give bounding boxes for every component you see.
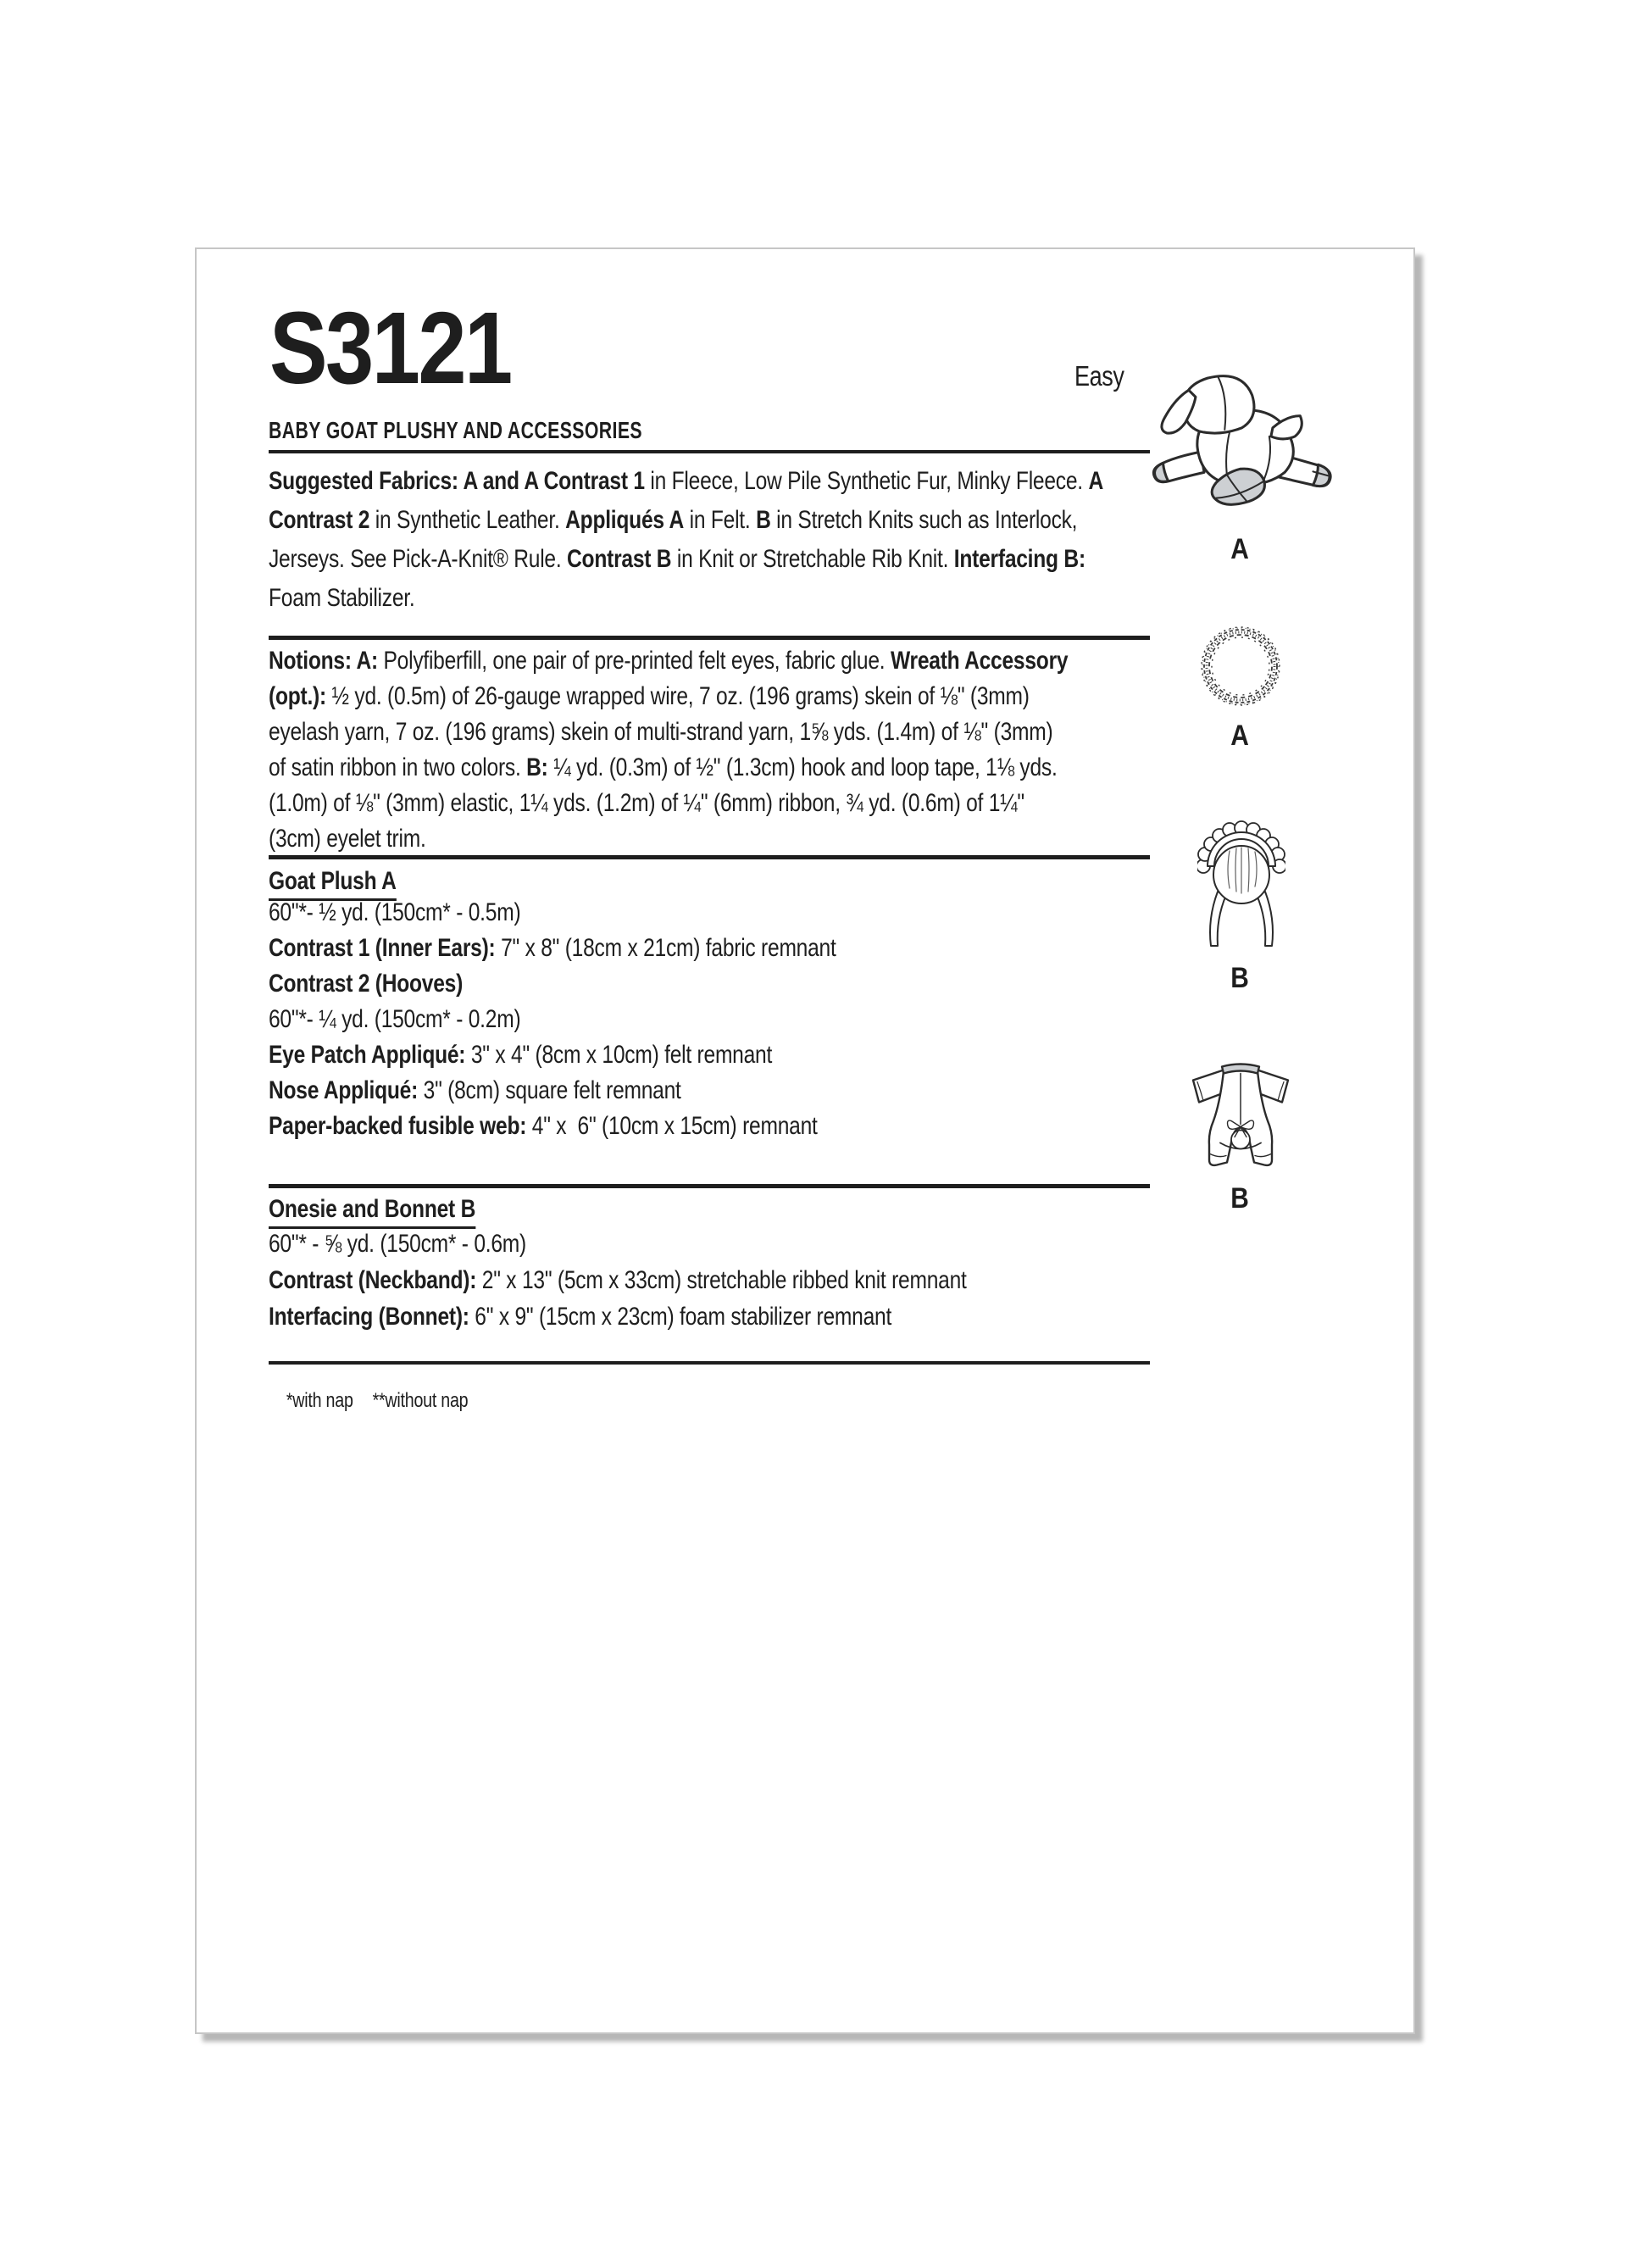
text-line: Contrast (Neckband): 2" x 13" (5cm x 33cm) stretchable ribbed knit remnant [269, 1266, 967, 1294]
view-a-label-wreath: A [1230, 720, 1249, 752]
bonnet-line-art-icon [1197, 814, 1285, 956]
divider [269, 855, 1150, 859]
suggested-fabrics-paragraph [269, 462, 1103, 618]
text-line: Jerseys. See Pick-A-Knit® Rule. Contrast B in Knit or Stretchable Rib Knit. Interfacing B: [269, 545, 1085, 573]
text-line: Contrast 2 (Hooves) [269, 970, 464, 998]
text-line: Contrast 1 (Inner Ears): 7" x 8" (18cm x 21cm) fabric remnant [269, 934, 836, 962]
text-line: (3cm) eyelet trim. [269, 825, 426, 853]
text-line: (1.0m) of ⅛" (3mm) elastic, 1¼ yds. (1.2m) of ¼" (6mm) ribbon, ¾ yd. (0.6m) of 1¼" [269, 789, 1024, 817]
onesie-line-art-icon [1181, 1059, 1300, 1183]
text-line: 60"* - ⅝ yd. (150cm* - 0.6m) [269, 1230, 526, 1258]
text-line: Nose Appliqué: 3" (8cm) square felt remnant [269, 1076, 681, 1104]
nap-footnote [269, 1363, 487, 1439]
text-line: of satin ribbon in two colors. B: ¼ yd. (0.3m) of ½" (1.3cm) hook and loop tape, 1⅛ yds. [269, 753, 1058, 781]
divider [269, 636, 1150, 640]
pattern-envelope-back-page [195, 247, 1415, 2034]
bonnet-drawing [1197, 814, 1285, 956]
divider [269, 1184, 1150, 1188]
pattern-number: S3121 [269, 290, 511, 405]
onesie-bonnet-section-header: Onesie and Bonnet B [269, 1194, 475, 1229]
divider [269, 450, 1150, 453]
text-line: Contrast 2 in Synthetic Leather. Appliqués A in Felt. B in Stretch Knits such as Interlock, [269, 506, 1078, 534]
goat-plush-section-header: Goat Plush A [269, 866, 397, 901]
without-nap-note: **without nap [372, 1389, 469, 1412]
text-line: Suggested Fabrics: A and A Contrast 1 in Fleece, Low Pile Synthetic Fur, Minky Fleece. A [269, 467, 1103, 495]
text-line: (opt.): ½ yd. (0.5m) of 26-gauge wrapped wire, 7 oz. (196 grams) skein of ⅛" (3mm) [269, 682, 1030, 710]
text-line: Paper-backed fusible web: 4" x 6" (10cm x 15cm) remnant [269, 1112, 818, 1140]
page-title: BABY GOAT PLUSHY AND ACCESSORIES [269, 417, 642, 443]
goat-plush-drawing [1144, 368, 1337, 522]
goat-plush-yardage-list [269, 895, 836, 1144]
text-line: Notions: A: Polyfiberfill, one pair of pre-printed felt eyes, fabric glue. Wreath Accessory [269, 647, 1069, 675]
text-line: Foam Stabilizer. [269, 584, 415, 612]
goat-plush-line-art-icon [1144, 368, 1337, 522]
view-a-label-goat: A [1230, 533, 1249, 565]
text-line: Interfacing (Bonnet): 6" x 9" (15cm x 23cm) foam stabilizer remnant [269, 1303, 892, 1331]
text-line: Eye Patch Appliqué: 3" x 4" (8cm x 10cm) felt remnant [269, 1041, 773, 1069]
difficulty-label: Easy [1074, 360, 1124, 392]
onesie-bonnet-yardage-list [269, 1226, 967, 1335]
text-line: 60"*- ¼ yd. (150cm* - 0.2m) [269, 1005, 521, 1033]
onesie-drawing [1181, 1059, 1300, 1183]
with-nap-note: *with nap [286, 1389, 353, 1412]
text-line: 60"*- ½ yd. (150cm* - 0.5m) [269, 898, 521, 926]
text-line: eyelash yarn, 7 oz. (196 grams) skein of multi-strand yarn, 1⅝ yds. (1.4m) of ⅛" (3mm) [269, 718, 1053, 746]
view-b-label-bonnet: B [1230, 962, 1249, 994]
wreath-line-art-icon [1196, 622, 1285, 710]
view-b-label-onesie: B [1230, 1182, 1249, 1215]
notions-paragraph [269, 643, 1068, 857]
wreath-drawing [1196, 622, 1285, 710]
